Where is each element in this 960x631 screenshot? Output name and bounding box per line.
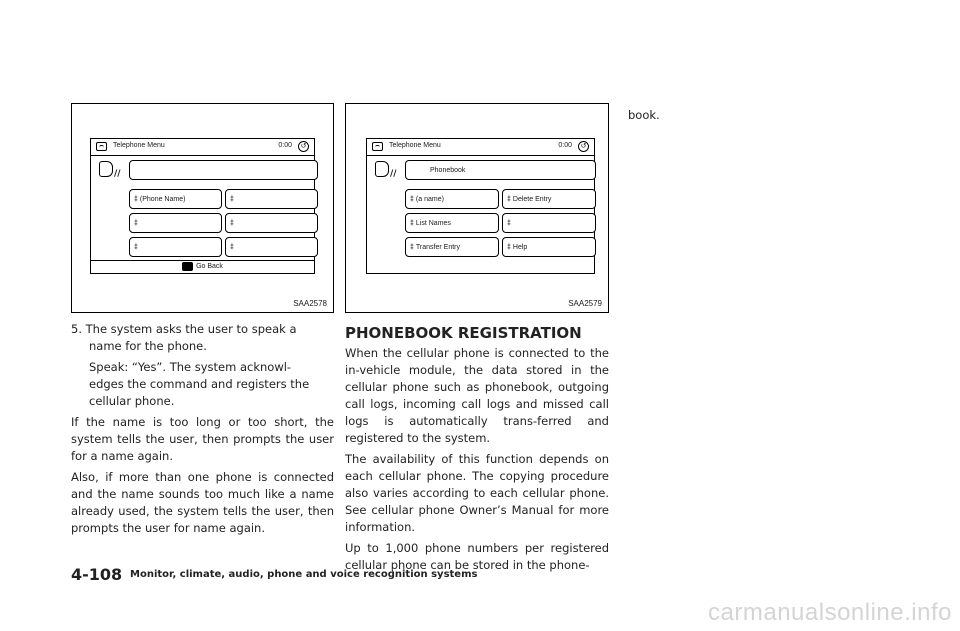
figure-2 bbox=[345, 103, 609, 313]
figure-label: SAA2579 bbox=[568, 299, 602, 308]
telephone-menu-screen: Telephone Menu 0:00 ↺ // ‡ (Phone Name) ‡ ‡ ‡ ‡ ‡ Go Back bbox=[90, 138, 315, 274]
mic-icon: ‡ bbox=[134, 195, 138, 203]
screen-title: Telephone Menu bbox=[389, 142, 441, 149]
mic-icon: ‡ bbox=[507, 195, 511, 203]
menu-button-3: ‡ List Names bbox=[405, 213, 499, 233]
mic-icon: ‡ bbox=[507, 243, 511, 251]
telephone-icon bbox=[96, 142, 107, 151]
column-1-text bbox=[71, 321, 334, 537]
go-back-icon bbox=[182, 262, 193, 271]
mic-icon: ‡ bbox=[134, 219, 138, 227]
menu-button-4 bbox=[502, 213, 596, 233]
page-number: 4-108 bbox=[71, 565, 123, 584]
column-2-text bbox=[345, 345, 609, 574]
call-time: 0:00 bbox=[278, 142, 292, 149]
speak-line-2: edges the command and registers the bbox=[89, 377, 310, 391]
step-5-line-1: 5. The system asks the user to speak a bbox=[71, 322, 297, 336]
name-input-field bbox=[129, 160, 318, 180]
footer-section-title: Monitor, climate, audio, phone and voice recognition systems bbox=[130, 569, 478, 580]
paragraph-2: Also, if more than one phone is connected and the name sounds too much like a name already used, the system tells the user, then prompts the user for name again. bbox=[71, 470, 334, 535]
mic-icon: ‡ bbox=[230, 243, 234, 251]
menu-button-5: ‡ Transfer Entry bbox=[405, 237, 499, 257]
telephone-menu-screen: Telephone Menu 0:00 ↺ // Phonebook ‡ (a name) ‡ Delete Entry ‡ List Names ‡ ‡ Transfer Entry ‡ Help bbox=[366, 138, 595, 274]
mic-icon: ‡ bbox=[230, 219, 234, 227]
screen-top-bar bbox=[367, 139, 594, 156]
go-back-label: Go Back bbox=[196, 263, 223, 270]
figure-1 bbox=[71, 103, 334, 313]
section-heading: PHONEBOOK REGISTRATION bbox=[345, 324, 582, 342]
menu-button-5 bbox=[129, 237, 222, 257]
mic-icon: ‡ bbox=[410, 219, 414, 227]
screen-bottom-bar bbox=[91, 260, 314, 273]
paragraph-1: If the name is too long or too short, the system tells the user, then prompts the user for a name again. bbox=[71, 415, 334, 463]
call-time: 0:00 bbox=[558, 142, 572, 149]
paragraph-2: The availability of this function depends on each cellular phone. The copying procedure also varies according to each cellular phone. See cellular phone Owner’s Manual for more information. bbox=[345, 452, 609, 534]
menu-button-6: ‡ Help bbox=[502, 237, 596, 257]
speak-line-3: cellular phone. bbox=[89, 394, 175, 408]
menu-button-2: ‡ Delete Entry bbox=[502, 189, 596, 209]
mic-icon: ‡ bbox=[507, 219, 511, 227]
mic-icon: ‡ bbox=[410, 195, 414, 203]
phonebook-field: Phonebook bbox=[405, 160, 596, 180]
screen-title: Telephone Menu bbox=[113, 142, 165, 149]
menu-button-4 bbox=[225, 213, 318, 233]
menu-button-1: ‡ (Phone Name) bbox=[129, 189, 222, 209]
speak-line-1: Speak: “Yes”. The system acknowl- bbox=[89, 360, 292, 374]
menu-button-1: ‡ (a name) bbox=[405, 189, 499, 209]
mic-icon: ‡ bbox=[134, 243, 138, 251]
menu-button-6 bbox=[225, 237, 318, 257]
paragraph-1: When the cellular phone is connected to the in-vehicle module, the data stored in the cellular phone such as phonebook, outgoing call logs, incoming call logs and missed call logs is automatically trans-ferred and registered to the system. bbox=[345, 346, 609, 445]
menu-button-2 bbox=[225, 189, 318, 209]
step-5-line-2: name for the phone. bbox=[89, 339, 207, 353]
telephone-icon bbox=[372, 142, 383, 151]
menu-button-3 bbox=[129, 213, 222, 233]
screen-top-bar bbox=[91, 139, 314, 156]
figure-label: SAA2578 bbox=[293, 299, 327, 308]
mic-icon: ‡ bbox=[230, 195, 234, 203]
column-3-text: book. bbox=[628, 108, 660, 122]
back-icon: ↺ bbox=[578, 141, 589, 152]
mic-icon: ‡ bbox=[410, 243, 414, 251]
back-icon: ↺ bbox=[298, 141, 309, 152]
paragraph-3: Up to 1,000 phone numbers per registered cellular phone can be stored in the phone- bbox=[345, 541, 609, 572]
watermark: carmanualsonline.info bbox=[708, 599, 952, 626]
